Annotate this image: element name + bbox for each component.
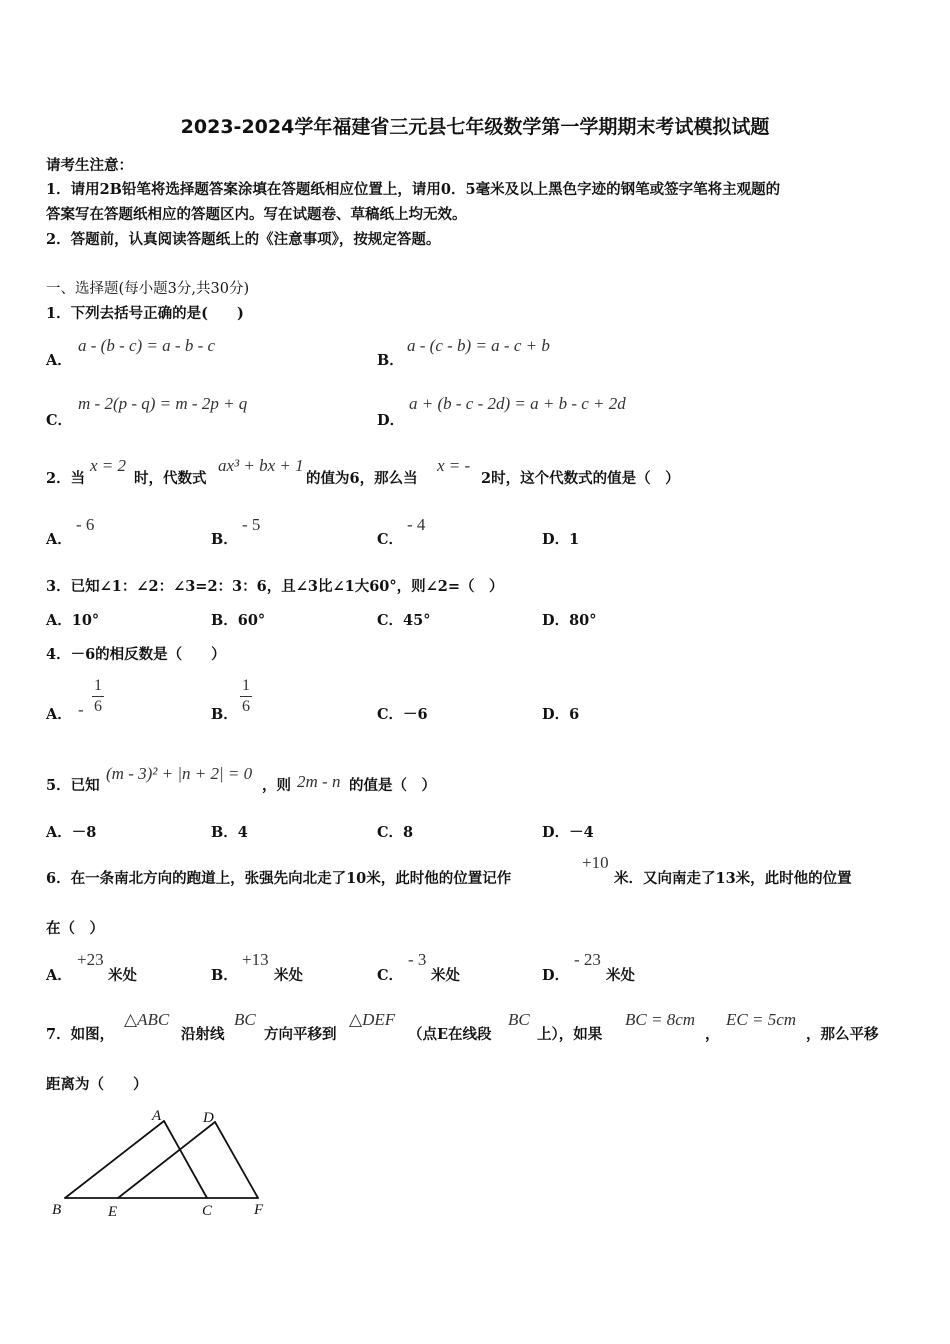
numerator: 1	[92, 676, 104, 697]
q6-option-b-label: B．	[211, 967, 238, 984]
section-heading: 一、选择题(每小题3分,共30分)	[46, 281, 250, 297]
q7-math-3: △DEF	[349, 1010, 396, 1029]
denominator: 6	[242, 698, 250, 715]
q2-option-a-label: A．	[46, 531, 72, 548]
q2-text-4: 2时，这个代数式的值是（ ）	[481, 470, 680, 487]
q5-option-b: B．4	[211, 824, 248, 841]
segment-ab	[65, 1121, 164, 1198]
q7-text-6: ，	[705, 1026, 720, 1043]
q5-math-2: 2m - n	[297, 772, 341, 791]
q7-math-1: △ABC	[124, 1010, 170, 1029]
q2-option-a: - 6	[76, 515, 95, 534]
q3-option-d: D．80°	[542, 612, 597, 629]
q2-math-3: x = -	[437, 456, 471, 475]
q7-text-5: 上），如果	[537, 1026, 603, 1043]
q7-text-7: ，那么平移	[806, 1026, 879, 1043]
label-d: D	[203, 1110, 214, 1126]
q5-text-3: 的值是（ ）	[349, 777, 436, 794]
q7-text-2: 沿射线	[181, 1026, 225, 1043]
q2-text-3: 的值为6，那么当	[306, 470, 418, 487]
q2-option-c-label: C．	[377, 531, 404, 548]
notice-line-2: 答案写在答题纸相应的答题区内。写在试题卷、草稿纸上均无效。	[46, 206, 467, 223]
q6-math-1: +10	[582, 853, 609, 872]
q4-option-d: D．6	[542, 706, 580, 723]
q5-math-1: (m - 3)² + |n + 2| = 0	[106, 764, 253, 783]
q6-text-3: 在（ ）	[46, 920, 104, 937]
q5-option-d: D．－4	[542, 824, 594, 841]
q6-option-c-label: C．	[377, 967, 404, 984]
page-title: 2023-2024学年福建省三元县七年级数学第一学期期末考试模拟试题	[180, 116, 770, 138]
q2-option-b: - 5	[242, 515, 261, 534]
q2-text-1: 2．当	[46, 470, 86, 487]
notice-line-1: 1．请用2B铅笔将选择题答案涂填在答题纸相应位置上，请用0．5毫米及以上黑色字迹的钢笔或签字笔将主观题的	[46, 181, 781, 198]
q2-option-c: - 4	[407, 515, 426, 534]
q3-stem: 3．已知∠1：∠2：∠3=2：3：6，且∠3比∠1大60°，则∠2=（ ）	[46, 578, 504, 595]
q7-text-8: 距离为（ ）	[46, 1076, 148, 1093]
q6-option-c-unit: 米处	[431, 967, 460, 984]
q6-text-2: 米．又向南走了13米，此时他的位置	[614, 870, 852, 887]
q1-option-b-label: B．	[377, 352, 404, 369]
q2-option-b-label: B．	[211, 531, 238, 548]
q3-option-b: B．60°	[211, 612, 266, 629]
denominator: 6	[94, 698, 102, 715]
q6-option-d-unit: 米处	[606, 967, 635, 984]
q4-option-a-fraction	[92, 676, 104, 717]
q3-option-a: A．10°	[46, 612, 100, 629]
q6-option-b-value: +13	[242, 950, 269, 969]
q7-translation-figure	[40, 1100, 280, 1225]
q2-option-d: D．1	[542, 531, 580, 548]
q1-stem: 1．下列去括号正确的是( )	[46, 305, 244, 322]
q7-text-3: 方向平移到	[264, 1026, 337, 1043]
q7-math-2: BC	[234, 1010, 256, 1029]
q2-math-2: ax³ + bx + 1	[218, 456, 304, 475]
label-b: B	[52, 1202, 62, 1218]
q6-option-c-value: - 3	[408, 950, 427, 969]
q4-option-b-fraction	[240, 676, 252, 717]
q7-text-4: （点E在线段	[408, 1026, 492, 1043]
q7-math-4: BC	[508, 1010, 530, 1029]
q6-option-a-unit: 米处	[108, 967, 137, 984]
q1-option-a-label: A．	[46, 352, 72, 369]
q5-option-a: A．－8	[46, 824, 97, 841]
q5-text-2: ，则	[262, 777, 291, 794]
q3-option-c: C．45°	[377, 612, 431, 629]
q1-option-b: a - (c - b) = a - c + b	[407, 336, 550, 355]
q4-stem: 4．－6的相反数是（ ）	[46, 646, 226, 663]
label-e: E	[108, 1204, 118, 1220]
q6-option-d-label: D．	[542, 967, 570, 984]
q4-option-c: C．－6	[377, 706, 428, 723]
q7-math-5: BC = 8cm	[625, 1010, 696, 1029]
q1-option-c-label: C．	[46, 412, 73, 429]
notice-line-3: 2．答题前，认真阅读答题纸上的《注意事项》，按规定答题。	[46, 231, 441, 248]
q1-option-c: m - 2(p - q) = m - 2p + q	[78, 394, 248, 413]
q6-option-b-unit: 米处	[274, 967, 303, 984]
label-f: F	[254, 1202, 264, 1218]
label-a: A	[152, 1108, 162, 1124]
label-c: C	[202, 1203, 213, 1219]
q6-text-1: 6．在一条南北方向的跑道上，张强先向北走了10米，此时他的位置记作	[46, 870, 512, 887]
q1-option-d-label: D．	[377, 412, 405, 429]
q2-text-2: 时，代数式	[134, 470, 207, 487]
q6-option-a-value: +23	[77, 950, 104, 969]
q2-math-1: x = 2	[90, 456, 127, 475]
q7-text-1: 7．如图，	[46, 1026, 115, 1043]
q4-option-b-label: B．	[211, 706, 238, 723]
numerator: 1	[240, 676, 252, 697]
q6-option-d-value: - 23	[574, 950, 601, 969]
q1-option-a: a - (b - c) = a - b - c	[78, 336, 216, 355]
q5-text-1: 5．已知	[46, 777, 100, 794]
q4-option-a-label: A．	[46, 706, 72, 723]
notice-heading: 请考生注意：	[46, 157, 133, 174]
q1-option-d: a + (b - c - 2d) = a + b - c + 2d	[409, 394, 626, 413]
q5-option-c: C．8	[377, 824, 414, 841]
q4-option-a-sign: -	[78, 700, 84, 719]
segment-df	[215, 1122, 258, 1198]
q7-math-6: EC = 5cm	[726, 1010, 797, 1029]
q6-option-a-label: A．	[46, 967, 72, 984]
